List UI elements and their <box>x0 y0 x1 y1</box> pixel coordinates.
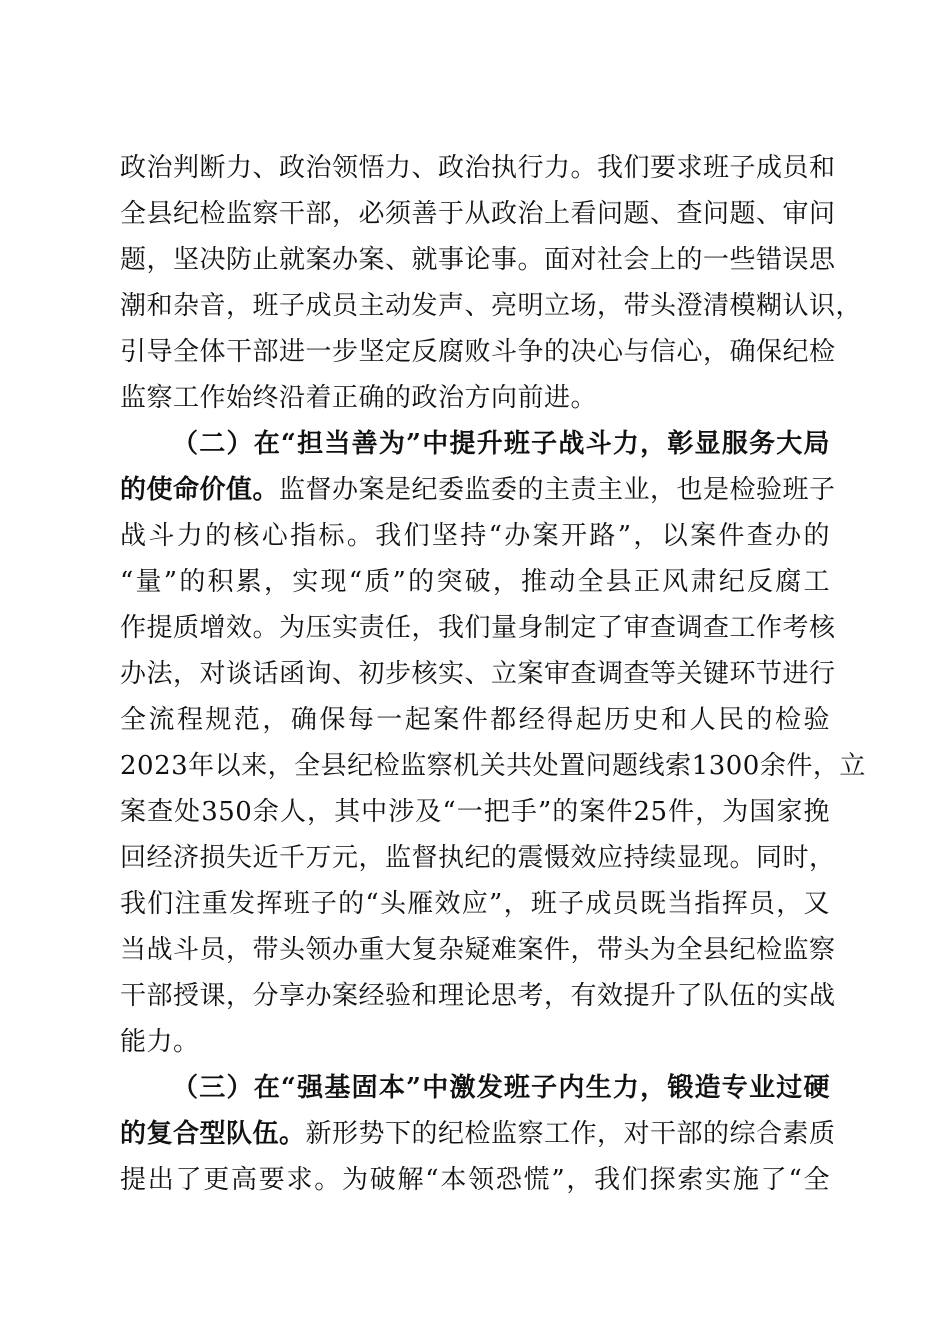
paragraph-2-line-7: 全流程规范，确保每一起案件都经得起历史和人民的检验 <box>120 705 830 735</box>
paragraph-2-line-3: 战斗力的核心指标。我们坚持“办案开路”，以案件查办的 <box>120 521 830 551</box>
paragraph-2-line-6: 办法，对谈话函询、初步核实、立案审查调查等关键环节进行 <box>120 659 836 689</box>
paragraph-2-line-13: 干部授课，分享办案经验和理论思考，有效提升了队伍的实战 <box>120 981 836 1011</box>
paragraph-2-line-8: 2023年以来，全县纪检监察机关共处置问题线索1300余件，立 <box>120 751 866 781</box>
paragraph-1-line-5: 引导全体干部进一步坚定反腐败斗争的决心与信心，确保纪检 <box>120 337 836 367</box>
paragraph-2-heading-tail: 的使命价值。 <box>120 475 280 505</box>
paragraph-2-line-14: 能力。 <box>120 1027 200 1057</box>
paragraph-2-line-2 <box>120 469 836 506</box>
paragraph-2-heading-line-1: （二）在“担当善为”中提升班子战斗力，彰显服务大局 <box>172 429 830 459</box>
paragraph-2-line-9: 案查处350余人，其中涉及“一把手”的案件25件，为国家挽 <box>120 797 830 827</box>
paragraph-3-line-2-text: 新形势下的纪检监察工作，对干部的综合素质 <box>305 1119 836 1149</box>
paragraph-2-line-2-text: 监督办案是纪委监委的主责主业，也是检验班子 <box>279 475 836 505</box>
paragraph-2-line-10: 回经济损失近千万元，监督执纪的震慑效应持续显现。同时， <box>120 843 836 873</box>
paragraph-3-line-2 <box>120 1113 836 1150</box>
paragraph-2-line-4: “量”的积累，实现“质”的突破，推动全县正风肃纪反腐工 <box>120 567 830 597</box>
paragraph-3-heading-line-1: （三）在“强基固本”中激发班子内生力，锻造专业过硬 <box>172 1073 830 1103</box>
paragraph-3-line-3: 提出了更高要求。为破解“本领恐慌”，我们探索实施了“全 <box>120 1165 830 1195</box>
paragraph-2-line-12: 当战斗员，带头领办重大复杂疑难案件，带头为全县纪检监察 <box>120 935 836 965</box>
paragraph-1-line-6: 监察工作始终沿着正确的政治方向前进。 <box>120 383 598 413</box>
paragraph-1-line-2: 全县纪检监察干部，必须善于从政治上看问题、查问题、审问 <box>120 199 836 229</box>
paragraph-2-line-11: 我们注重发挥班子的“头雁效应”，班子成员既当指挥员，又 <box>120 889 830 919</box>
paragraph-1-line-3: 题，坚决防止就案办案、就事论事。面对社会上的一些错误思 <box>120 245 836 275</box>
paragraph-1-line-1: 政治判断力、政治领悟力、政治执行力。我们要求班子成员和 <box>120 153 836 183</box>
paragraph-2-line-5: 作提质增效。为压实责任，我们量身制定了审查调查工作考核 <box>120 613 836 643</box>
paragraph-1-line-4: 潮和杂音，班子成员主动发声、亮明立场，带头澄清模糊认识， <box>120 291 863 321</box>
paragraph-3-heading-tail: 的复合型队伍。 <box>120 1119 306 1149</box>
